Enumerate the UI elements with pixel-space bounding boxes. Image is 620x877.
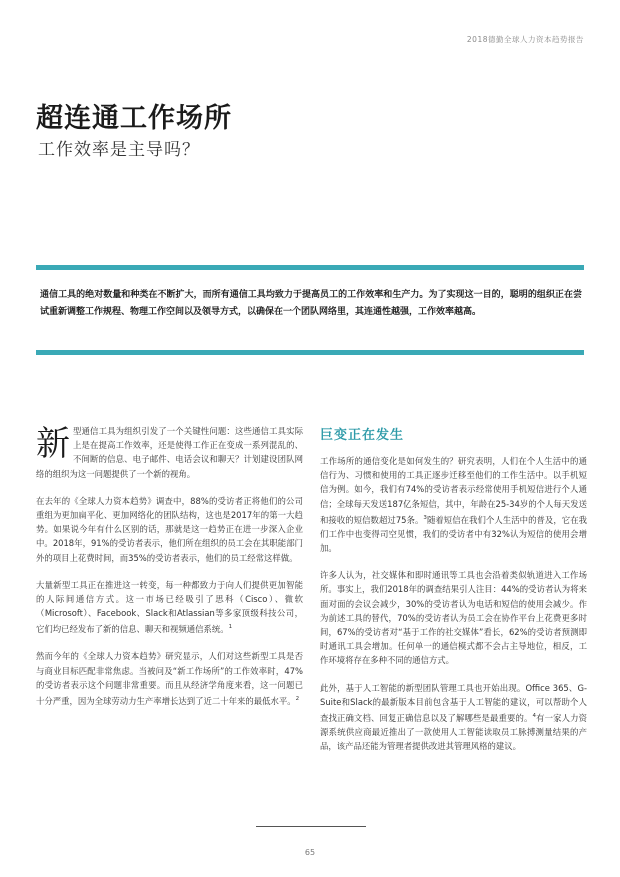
right-paragraph-2: 许多人认为，社交媒体和即时通讯等工具也会沿着类似轨道进入工作场所。事实上，我们2018年的调查结果引人注目：44%的受访者认为将来面对面的会议会减少，30%的受访者认为电话和短信的使用会减少。作为前述工具的替代，70%的受访者认为员工会在协作平台上花费更多时间，67%的受访者对“基于工作的社交媒体”看长，62%的受访者预测即时通讯工具会增加。任何单一的通信模式都不会占主导地位，相反，工作环境将存在多种不同的通信方式。: [320, 570, 587, 666]
intro-top-rule: [36, 265, 584, 270]
left-paragraph-1-text: 型通信工具为组织引发了一个关键性问题：这些通信工具实际上是在提高工作效率，还是使得工作正在变成一系列混乱的、不间断的信息、电子邮件、电话会议和聊天？计划建设团队网络的组织为这一问题提供了一个新的视角。: [36, 426, 303, 479]
right-paragraph-3-tail: 有一家人力资源系统供应商最近推出了一款使用人工智能读取员工脉搏测量结果的产品，该产品还能为管理者提供改进其管理风格的建议。: [320, 712, 587, 752]
right-paragraph-1-tail: 随着短信在我们个人生活中的普及，它在我们工作中也变得司空见惯，我们的受访者中有32%认为短信的使用会增加。: [320, 514, 588, 554]
left-paragraph-4-text: 然而今年的《全球人力资本趋势》研究显示，人们对这些新型工具是否与商业目标匹配非常焦虑。当被问及“新工作场所”的工作效率时，47%的受访者表示这个问题非常重要。而且从经济学角度来看，这一问题已十分严重，因为全球劳动力生产率增长达到了近二十年来的最低水平。: [36, 651, 303, 706]
right-paragraph-1: [320, 454, 587, 555]
footer-rule: [256, 826, 366, 827]
left-column: [36, 424, 303, 721]
right-paragraph-1-text: 工作场所的通信变化是如何发生的？研究表明，人们在个人生活中的通信行为、习惯和使用的工具正逐步迁移至他们的工作生活中。以手机短信为例。如今，我们有74%的受访者表示经常使用手机短信进行个人通信；全球每天发送187亿条短信，其中，年龄在25-34岁的个人每天发送和接收的短信数超过75条。: [320, 456, 587, 525]
left-paragraph-2: 在去年的《全球人力资本趋势》调查中，88%的受访者正将他们的公司重组为更加扁平化、更加网络化的团队结构，这也是2017年的第一大趋势。如果说今年有什么区别的话，那就是这一趋势正在进一步深入企业中。2018年，91%的受访者表示，他们所在组织的员工会在其职能部门外的项目上花费时间，而35%的受访者表示，他们的员工经常这样做。: [36, 495, 303, 563]
report-name-header: 2018德勤全球人力资本趋势报告: [466, 35, 584, 44]
dropcap: 新: [36, 424, 70, 464]
page-subtitle: 工作效率是主导吗？: [38, 140, 200, 160]
footnote-ref-1: 1: [228, 624, 233, 631]
intro-bottom-rule: [36, 350, 584, 355]
section-heading: 巨变正在发生: [320, 428, 405, 443]
left-paragraph-1: [36, 424, 303, 481]
left-paragraph-3: [36, 578, 303, 637]
left-paragraph-4: [36, 649, 303, 708]
footnote-ref-2: 2: [295, 696, 300, 703]
footnote-ref-4: 4: [532, 713, 536, 720]
page-title: 超连通工作场所: [36, 103, 232, 134]
page-number: 65: [304, 848, 316, 857]
intro-paragraph: 通信工具的绝对数量和种类在不断扩大，而所有通信工具均致力于提高员工的工作效率和生产力。为了实现这一目的，聪明的组织正在尝试重新调整工作规程、物理工作空间以及领导方式，以确保在一个团队网络里，其连通性越强，工作效率越高。: [40, 290, 582, 317]
right-paragraph-3-text: 此外，基于人工智能的新型团队管理工具也开始出现。Office 365、G-Suite和Slack的最新版本目前包含基于人工智能的建议，可以帮助个人查找正确文档、回复正确信息以及了解哪些是最重要的。: [320, 682, 587, 723]
right-column: [320, 424, 587, 766]
right-paragraph-3: [320, 681, 587, 754]
left-paragraph-3-text: 大量新型工具正在推进这一转变，每一种都致力于向人们提供更加智能的人际间通信方式。这一市场已经吸引了思科（Cisco）、微软（Microsoft）、Facebook、Slack和Atlassian等多家顶级科技公司，它们均已经发布了新的信息、聊天和视频通信系统。: [36, 579, 303, 635]
footnote-ref-3: 3: [423, 514, 427, 521]
